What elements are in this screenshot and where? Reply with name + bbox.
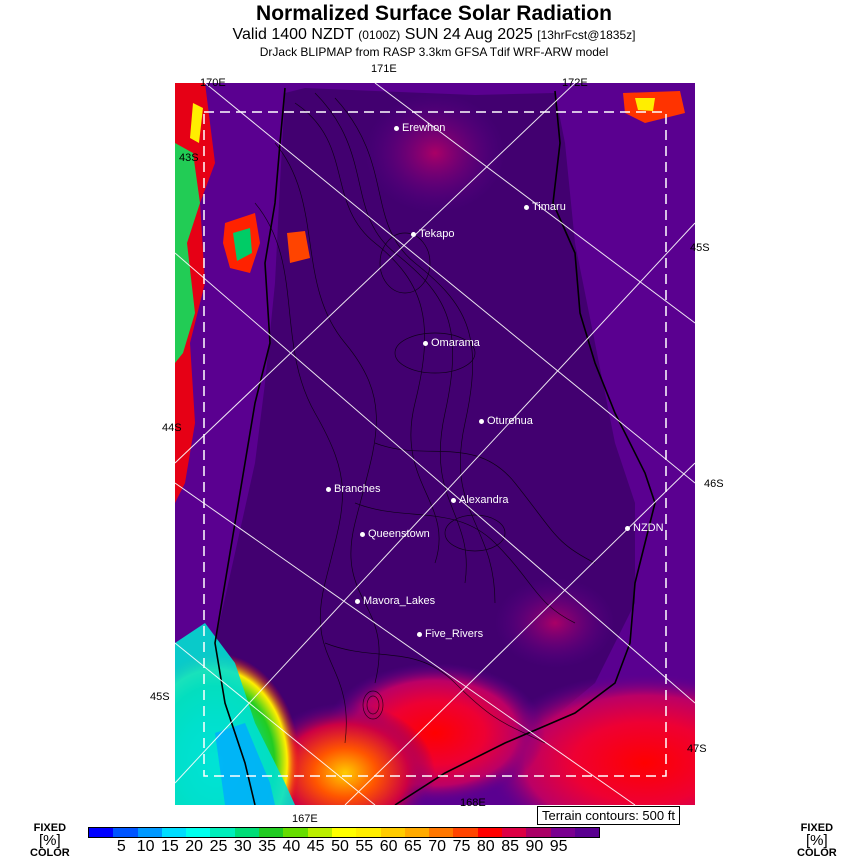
color-swatch	[381, 828, 405, 837]
color-swatch	[308, 828, 332, 837]
lat-label-44s: 44S	[162, 422, 182, 434]
place-dot	[355, 599, 360, 604]
place-dot	[326, 487, 331, 492]
valid-date: SUN 24 Aug 2025	[404, 26, 533, 43]
color-swatch	[138, 828, 162, 837]
lon-label-167e: 167E	[292, 813, 318, 825]
place-label: Tekapo	[419, 228, 455, 240]
lat-label-47s: 47S	[687, 743, 707, 755]
color-swatch	[575, 828, 599, 837]
color-label: COLOR	[797, 847, 837, 859]
place-label: Five_Rivers	[425, 628, 484, 640]
lon-label-168e: 168E	[460, 797, 486, 809]
color-scale-tick: 65	[403, 838, 422, 855]
valid-prefix: Valid 1400 NZDT	[232, 26, 354, 43]
terrain-contours-note: Terrain contours: 500 ft	[537, 806, 680, 825]
color-swatch	[526, 828, 550, 837]
place-label: Queenstown	[368, 528, 430, 540]
place-omarama	[423, 337, 480, 349]
forecast-info: [13hrFcst@1835z]	[537, 28, 636, 42]
color-scale-tick: 35	[258, 838, 276, 855]
place-alexandra	[451, 494, 509, 506]
color-scale-tick: 75	[452, 838, 471, 855]
solar-radiation-map	[175, 83, 695, 805]
warm-zone-central	[495, 578, 615, 668]
percent-label: [%]	[806, 832, 828, 849]
place-label: Timaru	[532, 201, 566, 213]
utc-time: (0100Z)	[358, 28, 401, 42]
color-scale-tick: 85	[501, 838, 519, 855]
place-five-rivers	[417, 628, 483, 640]
lat-label-46s: 46S	[704, 478, 724, 490]
color-scale-tick: 60	[379, 838, 398, 855]
color-swatch	[502, 828, 526, 837]
place-dot	[479, 419, 484, 424]
place-label: Oturehua	[487, 415, 533, 427]
place-dot	[360, 532, 365, 537]
place-label: Alexandra	[459, 494, 509, 506]
place-branches	[326, 483, 380, 495]
color-label: COLOR	[30, 847, 70, 859]
lon-label-172e: 172E	[562, 77, 588, 89]
color-swatch	[429, 828, 453, 837]
place-dot	[394, 126, 399, 131]
place-dot	[417, 632, 422, 637]
place-label: Branches	[334, 483, 381, 495]
color-scale-tick: 70	[428, 838, 447, 855]
northeast-blob-inner	[635, 98, 655, 111]
color-scale-tick: 55	[355, 838, 374, 855]
color-swatch	[186, 828, 210, 837]
fixed-color-right	[797, 823, 837, 859]
map-title: Normalized Surface Solar Radiation	[256, 2, 612, 25]
place-label: Mavora_Lakes	[363, 595, 436, 607]
lat-label-45s-right: 45S	[690, 242, 710, 254]
place-dot	[411, 232, 416, 237]
color-swatch	[210, 828, 234, 837]
color-swatch	[113, 828, 137, 837]
place-tekapo	[411, 228, 454, 240]
place-dot	[451, 498, 456, 503]
color-swatch	[332, 828, 356, 837]
color-scale-tick: 45	[306, 838, 325, 855]
place-label: NZDN	[633, 522, 664, 534]
color-scale-tick: 25	[209, 838, 228, 855]
color-swatch	[551, 828, 575, 837]
place-mavora-lakes	[355, 595, 435, 607]
place-oturehua	[479, 415, 533, 427]
fixed-color-left	[30, 823, 70, 859]
color-swatch	[89, 828, 113, 837]
color-swatch	[259, 828, 283, 837]
lon-label-171e: 171E	[371, 63, 397, 75]
color-scale-tick: 90	[525, 838, 544, 855]
color-swatch	[478, 828, 502, 837]
color-scale-tick: 5	[116, 838, 126, 855]
place-erewhon	[394, 122, 445, 134]
lat-label-45s-left: 45S	[150, 691, 170, 703]
color-scale-tick: 40	[282, 838, 301, 855]
color-scale-tick: 80	[476, 838, 495, 855]
color-scale-tick: 10	[136, 838, 155, 855]
color-scale-tick: 95	[549, 838, 568, 855]
color-swatch	[405, 828, 429, 837]
color-swatch	[283, 828, 307, 837]
place-label: Erewhon	[402, 122, 446, 134]
place-queenstown	[360, 528, 430, 540]
fixed-label: FIXED	[33, 822, 67, 834]
place-timaru	[524, 201, 566, 213]
color-scale-tick: 30	[233, 838, 252, 855]
place-nzdn	[625, 522, 664, 534]
place-dot	[423, 341, 428, 346]
place-dot	[524, 205, 529, 210]
lat-label-43s: 43S	[179, 152, 199, 164]
color-swatch	[453, 828, 477, 837]
percent-label: [%]	[39, 832, 61, 849]
model-info: DrJack BLIPMAP from RASP 3.3km GFSA Tdif WRF-ARW model	[259, 45, 609, 59]
place-dot	[625, 526, 630, 531]
valid-time	[0, 26, 850, 44]
color-scale-bar	[88, 827, 600, 838]
color-scale-tick: 50	[331, 838, 349, 855]
color-swatch	[162, 828, 186, 837]
color-scale-tick: 20	[185, 838, 204, 855]
warm-zone-north	[365, 93, 505, 213]
lon-label-170e: 170E	[200, 77, 226, 89]
fixed-label: FIXED	[800, 822, 834, 834]
color-swatch	[235, 828, 259, 837]
place-label: Omarama	[431, 337, 480, 349]
color-swatch	[356, 828, 380, 837]
color-scale-tick: 15	[160, 838, 179, 855]
